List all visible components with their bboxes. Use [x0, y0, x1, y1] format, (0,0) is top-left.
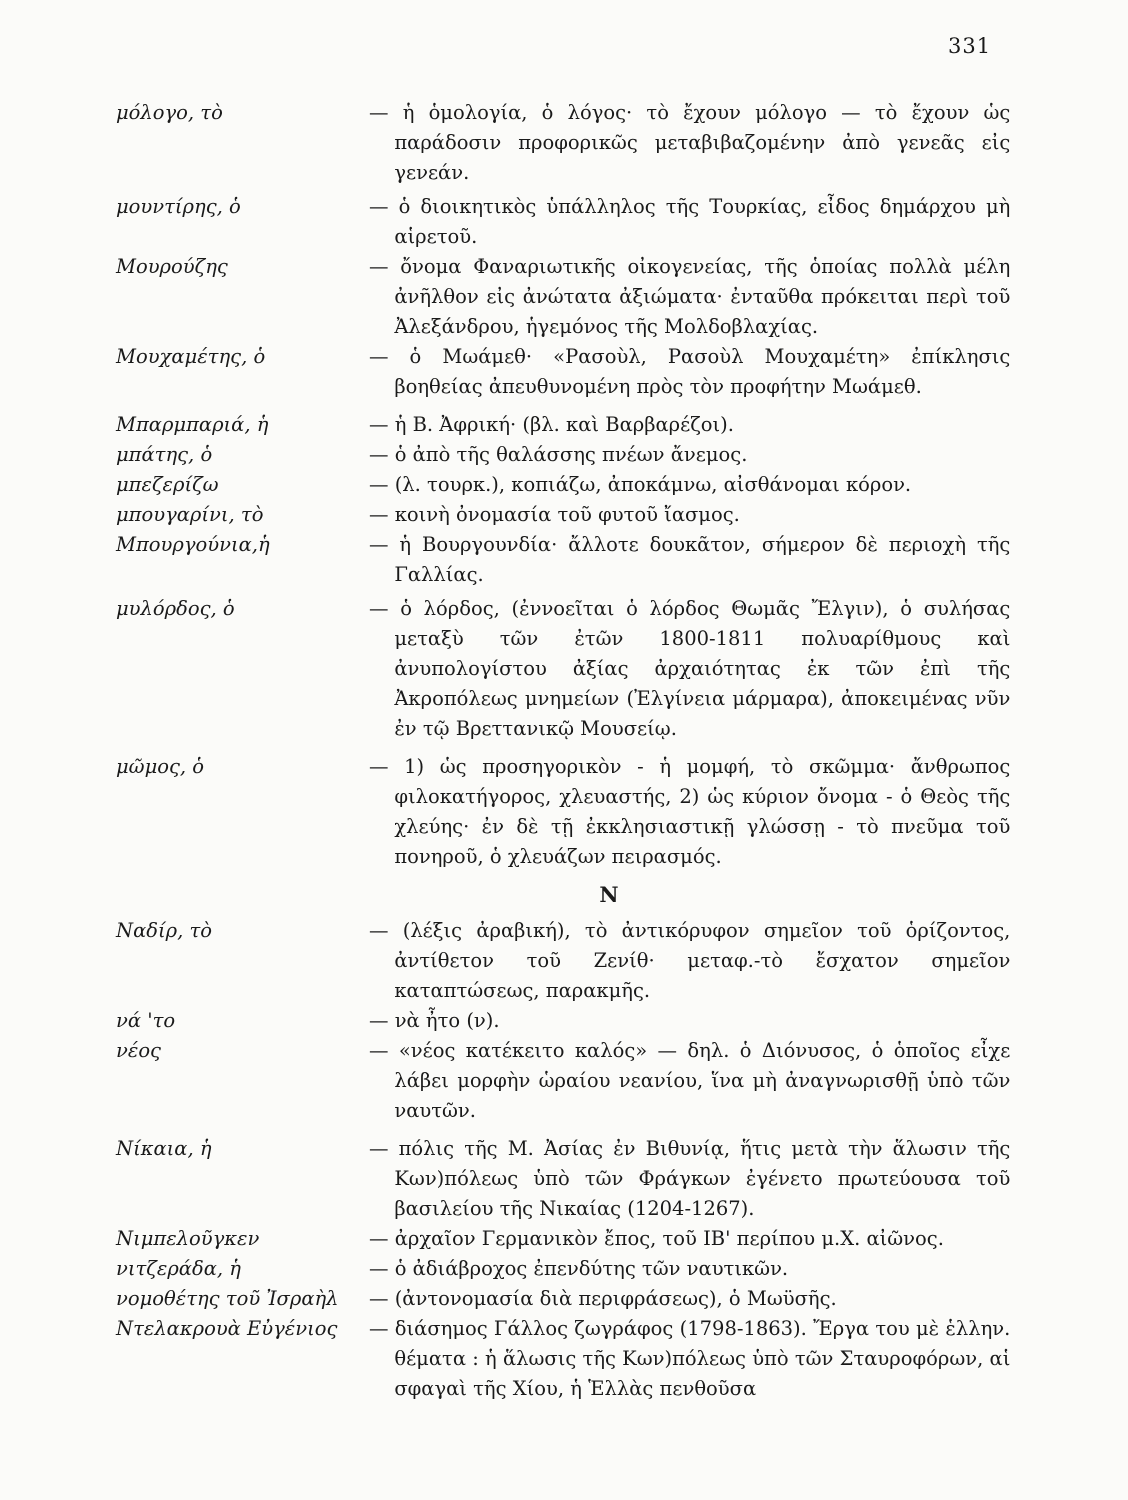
glossary — [0, 98, 1128, 1404]
entry-definition: — 1) ὡς προσηγορικὸν - ἡ μομφή, τὸ σκῶμμα· ἄνθρωπος φιλοκατήγορος, χλευαστής, 2) ὡς κύριον ὄνομα - ὁ Θεὸς τῆς χλεύης· ἐν δὲ τῇ ἐκκλησιαστικῇ γλώσσῃ - τὸ πνεῦμα τοῦ πονηροῦ, ὁ χλευάζων πειρασμός. — [369, 755, 1011, 868]
glossary-entry — [0, 410, 1128, 440]
entry-term: Ναδίρ, τὸ — [116, 919, 213, 942]
entry-term: μῶμος, ὁ — [116, 755, 205, 778]
entry-term: Μουχαμέτης, ὁ — [116, 345, 266, 368]
entry-definition: — (λ. τουρκ.), κοπιάζω, ἀποκάμνω, αἰσθάνομαι κόρον. — [369, 473, 912, 496]
entry-term: Μπουργούνια,ἡ — [116, 533, 270, 556]
entry-definition: — (λέξις ἀραβική), τὸ ἀντικόρυφον σημεῖον τοῦ ὁρίζοντος, ἀντίθετον τοῦ Ζενίθ· μεταφ.-τὸ ἔσχατον σημεῖον καταπτώσεως, παρακμῆς. — [369, 919, 1011, 1002]
entry-term: μυλόρδος, ὁ — [116, 597, 235, 620]
entry-term: νομοθέτης τοῦ Ἰσραὴλ — [116, 1287, 339, 1310]
entry-definition: — διάσημος Γάλλος ζωγράφος (1798-1863). Ἔργα του μὲ ἑλλην. θέματα : ἡ ἅλωσις τῆς Κων)πόλεως ὑπὸ τῶν Σταυροφόρων, αἱ σφαγαὶ τῆς Χίου, ἡ Ἑλλὰς πενθοῦσα — [369, 1317, 1011, 1400]
glossary-entry — [0, 530, 1128, 590]
entry-term: Νιμπελοῦγκεν — [116, 1227, 260, 1250]
entry-definition: — ὄνομα Φαναριωτικῆς οἰκογενείας, τῆς ὁποίας πολλὰ μέλη ἀνῆλθον εἰς ἀνώτατα ἀξιώματα· ἐνταῦθα πρόκειται περὶ τοῦ Ἀλεξάνδρου, ἡγεμόνος τῆς Μολδοβλαχίας. — [369, 255, 1011, 338]
entry-term: μπουγαρίνι, τὸ — [116, 503, 264, 526]
glossary-entry — [0, 752, 1128, 872]
glossary-entry — [0, 1314, 1128, 1404]
glossary-entry — [0, 98, 1128, 188]
entry-term: μόλογο, τὸ — [116, 101, 223, 124]
entry-definition: — ὁ λόρδος, (ἐννοεῖται ὁ λόρδος Θωμᾶς Ἔλγιν), ὁ συλήσας μεταξὺ τῶν ἐτῶν 1800-1811 πολυαρίθμους καὶ ἀνυπολογίστου ἀξίας ἀρχαιότητας ἐκ τῶν ἐπὶ τῆς Ἀκροπόλεως μνημείων (Ἐλγίνεια μάρμαρα), ἀποκειμένας νῦν ἐν τῷ Βρεττανικῷ Μουσείῳ. — [369, 597, 1011, 740]
page-number: 331 — [948, 34, 992, 58]
entry-definition: — ὁ ἀπὸ τῆς θαλάσσης πνέων ἄνεμος. — [369, 443, 748, 466]
glossary-entry — [0, 1224, 1128, 1254]
glossary-entry — [0, 1006, 1128, 1036]
glossary-entry — [0, 1036, 1128, 1126]
entry-term: Νίκαια, ἡ — [116, 1137, 212, 1160]
entry-definition: — κοινὴ ὀνομασία τοῦ φυτοῦ ἴασμος. — [369, 503, 740, 526]
glossary-entry — [0, 1134, 1128, 1224]
entry-definition: — ἡ Β. Ἀφρική· (βλ. καὶ Βαρβαρέζοι). — [369, 413, 734, 436]
entry-definition: — (ἀντονομασία διὰ περιφράσεως), ὁ Μωϋσῆς. — [369, 1287, 837, 1310]
entry-term: νιτζεράδα, ἡ — [116, 1257, 241, 1280]
entry-definition: — πόλις τῆς Μ. Ἀσίας ἐν Βιθυνίᾳ, ἥτις μετὰ τὴν ἅλωσιν τῆς Κων)πόλεως ὑπὸ τῶν Φράγκων ἐγένετο πρωτεύουσα τοῦ βασιλείου τῆς Νικαίας (1204-1267). — [369, 1137, 1011, 1220]
entry-term: μουντίρης, ὁ — [116, 195, 241, 218]
entry-term: Μπαρμπαριά, ἡ — [116, 413, 269, 436]
entry-definition: — ὁ ἀδιάβροχος ἐπενδύτης τῶν ναυτικῶν. — [369, 1257, 789, 1280]
glossary-entry — [0, 470, 1128, 500]
entry-term: νέος — [116, 1039, 161, 1062]
entry-term: μπεζερίζω — [116, 473, 219, 496]
glossary-entry — [0, 594, 1128, 744]
entry-definition: — ὁ Μωάμεθ· «Ρασοὺλ, Ρασοὺλ Μουχαμέτη» ἐπίκλησις βοηθείας ἀπευθυνομένη πρὸς τὸν προφήτην Μωάμεθ. — [369, 345, 1011, 398]
glossary-entry — [0, 1284, 1128, 1314]
entry-term: Μουρούζης — [116, 255, 228, 278]
entry-definition: — ἡ Βουργουνδία· ἄλλοτε δουκᾶτον, σήμερον δὲ περιοχὴ τῆς Γαλλίας. — [369, 533, 1011, 586]
section-letter: Ν — [599, 882, 619, 907]
entry-term: μπάτης, ὁ — [116, 443, 213, 466]
glossary-entry — [0, 1254, 1128, 1284]
glossary-entry — [0, 916, 1128, 1006]
glossary-entry — [0, 192, 1128, 252]
entry-definition: — νὰ ἦτο (ν). — [369, 1009, 500, 1032]
entry-definition: — ἡ ὁμολογία, ὁ λόγος· τὸ ἔχουν μόλογο — τὸ ἔχουν ὡς παράδοσιν προφορικῶς μεταβιβαζομένην ἀπὸ γενεᾶς εἰς γενεάν. — [369, 101, 1011, 184]
glossary-entry — [0, 342, 1128, 402]
entry-definition: — ἀρχαῖον Γερμανικὸν ἔπος, τοῦ ΙΒ' περίπου μ.Χ. αἰῶνος. — [369, 1227, 944, 1250]
entry-definition: — ὁ διοικητικὸς ὑπάλληλος τῆς Τουρκίας, εἶδος δημάρχου μὴ αἱρετοῦ. — [369, 195, 1011, 248]
glossary-entry — [0, 252, 1128, 342]
glossary-entry — [0, 500, 1128, 530]
entry-definition: — «νέος κατέκειτο καλός» — δηλ. ὁ Διόνυσος, ὁ ὁποῖος εἶχε λάβει μορφὴν ὡραίου νεανίου, ἵνα μὴ ἀναγνωρισθῇ ὑπὸ τῶν ναυτῶν. — [369, 1039, 1011, 1122]
glossary-entry — [0, 440, 1128, 470]
entry-term: νά 'το — [116, 1009, 176, 1032]
entry-term: Ντελακρουὰ Εὐγένιος — [116, 1317, 338, 1340]
